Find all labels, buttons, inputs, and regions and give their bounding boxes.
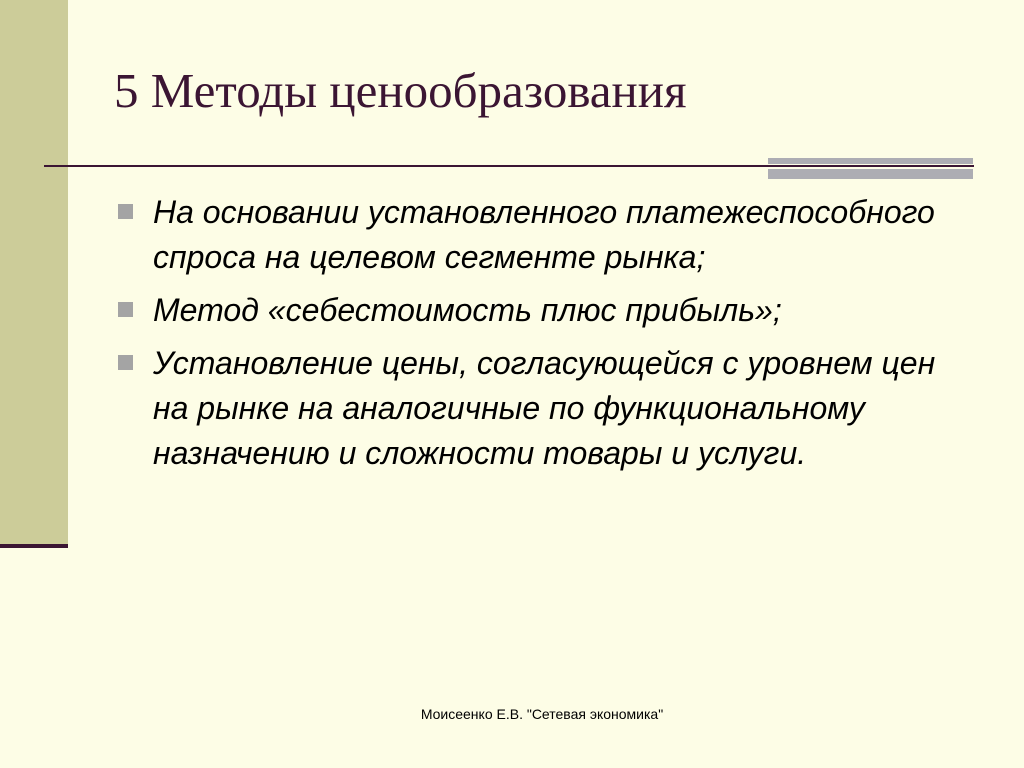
slide-footer: Моисеенко Е.В. "Сетевая экономика" [420, 706, 664, 722]
square-bullet-icon [118, 302, 133, 317]
bullet-item [114, 288, 944, 333]
bullet-list [114, 190, 944, 484]
bullet-text: Метод «себестоимость плюс прибыль»; [153, 292, 782, 328]
accent-bar-bottom [768, 169, 973, 179]
side-decor-underline [0, 544, 68, 548]
bullet-item [114, 341, 944, 476]
accent-bar-top [768, 158, 973, 164]
title-divider [44, 165, 974, 167]
bullet-item [114, 190, 944, 280]
square-bullet-icon [118, 355, 133, 370]
bullet-text: Установление цены, согласующейся с уровнем цен на рынке на аналогичные по функциональному назначению и сложности товары и услуги. [153, 345, 936, 471]
side-decor-band [0, 0, 68, 545]
bullet-text: На основании установленного платежеспособного спроса на целевом сегменте рынка; [153, 194, 935, 275]
slide-title: 5 Методы ценообразования [114, 63, 687, 118]
square-bullet-icon [118, 204, 133, 219]
